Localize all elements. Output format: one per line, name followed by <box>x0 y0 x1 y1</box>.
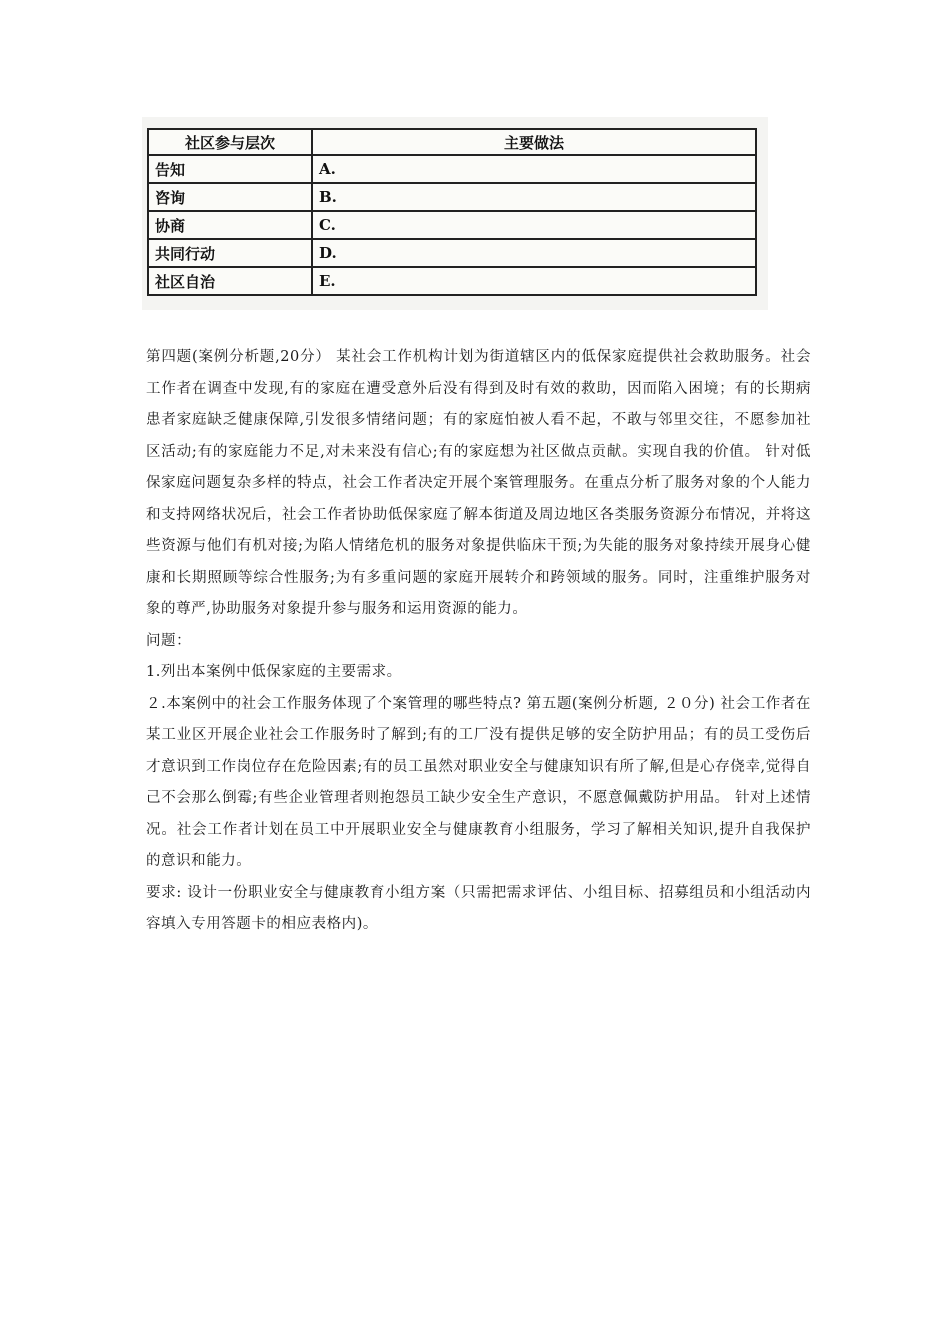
level-cell: 协商 <box>148 211 312 239</box>
practice-cell: C. <box>312 211 756 239</box>
questions-label: 问题： <box>146 632 192 649</box>
level-cell: 咨询 <box>148 183 312 211</box>
question-1-text: 1.列出本案例中低保家庭的主要需求。 <box>146 664 402 680</box>
level-cell: 共同行动 <box>148 239 312 267</box>
header-level: 社区参与层次 <box>148 129 312 155</box>
table-row <box>148 239 756 267</box>
practice-cell: A. <box>312 155 756 183</box>
header-practice: 主要做法 <box>312 129 756 155</box>
table-row <box>148 183 756 211</box>
level-cell: 告知 <box>148 155 312 183</box>
question-2-and-5-text: ２.本案例中的社会工作服务体现了个案管理的哪些特点? 第五题(案例分析题, ２０分) 社会工作者在某工业区开展企业社会工作服务时了解到;有的工厂没有提供足够的安全防护用品；有的员工受伤后才意识到工作岗位存在危险因素;有的员工虽然对职业安全与健康知识有所了解,但是心存侥幸,觉得自己不会那么倒霉;有些企业管理者则抱怨员工缺少安全生产意识，不愿意佩戴防护用品。 针对上述情况。社会工作者计划在员工中开展职业安全与健康教育小组服务，学习了解相关知识,提升自我保护的意识和能力。 <box>146 695 811 869</box>
practice-cell: D. <box>312 239 756 267</box>
table-row <box>148 155 756 183</box>
exam-questions-text <box>146 342 811 941</box>
requirement-text: 要求: 设计一份职业安全与健康教育小组方案（只需把需求评估、小组目标、招募组员和小组活动内容填入专用答题卡的相应表格内)。 <box>146 884 811 932</box>
level-cell: 社区自治 <box>148 267 312 295</box>
table-header-row <box>148 129 756 155</box>
question-4-case-text: 第四题(案例分析题,20分） 某社会工作机构计划为街道辖区内的低保家庭提供社会救助服务。社会工作者在调查中发现,有的家庭在遭受意外后没有得到及时有效的救助，因而陷入困境；有的长期病患者家庭缺乏健康保障,引发很多情绪问题；有的家庭怕被人看不起，不敢与邻里交往，不愿参加社区活动;有的家庭能力不足,对未来没有信心;有的家庭想为社区做点贡献。实现自我的价值。 针对低保家庭问题复杂多样的特点，社会工作者决定开展个案管理服务。在重点分析了服务对象的个人能力和支持网络状况后，社会工作者协助低保家庭了解本街道及周边地区各类服务资源分布情况，并将这些资源与他们有机对接;为陷人情绪危机的服务对象提供临床干预;为失能的服务对象持续开展身心健康和长期照顾等综合性服务;为有多重问题的家庭开展转介和跨领域的服务。同时，注重维护服务对象的尊严,协助服务对象提升参与服务和运用资源的能力。 <box>146 349 811 617</box>
community-participation-table <box>147 128 757 296</box>
practice-cell: B. <box>312 183 756 211</box>
practice-cell: E. <box>312 267 756 295</box>
table-row <box>148 267 756 295</box>
table-row <box>148 211 756 239</box>
community-participation-table-image <box>142 117 768 310</box>
